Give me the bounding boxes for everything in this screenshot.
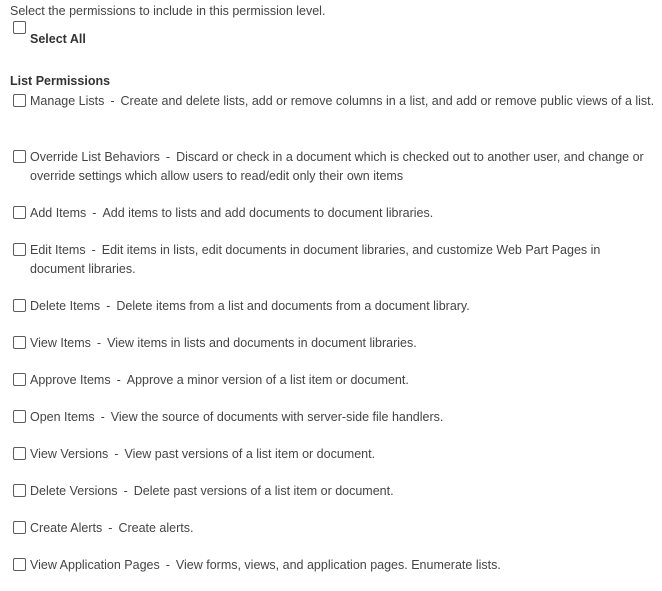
permission-description: View forms, views, and application pages. Enumerate lists. <box>175 558 501 572</box>
permission-separator: - <box>91 243 96 257</box>
permission-checkbox[interactable] <box>13 558 26 571</box>
permission-item[interactable] <box>13 445 655 464</box>
permission-checkbox[interactable] <box>13 373 26 386</box>
permission-checkbox[interactable] <box>13 94 26 107</box>
permission-checkbox[interactable] <box>13 521 26 534</box>
select-all-checkbox[interactable] <box>13 21 26 34</box>
permission-text <box>30 297 655 316</box>
permission-description: Create alerts. <box>118 521 194 535</box>
permission-text <box>30 371 655 390</box>
permission-name: Edit Items <box>30 243 86 257</box>
permission-name: Create Alerts <box>30 521 103 535</box>
permission-item[interactable] <box>13 556 655 575</box>
permission-description: Approve a minor version of a list item or document. <box>126 373 409 387</box>
permission-separator: - <box>114 447 119 461</box>
permission-name: View Items <box>30 336 91 350</box>
permission-checkbox[interactable] <box>13 484 26 497</box>
permission-text <box>30 241 655 279</box>
permission-text <box>30 334 655 353</box>
permission-text <box>30 556 655 575</box>
permission-item[interactable] <box>13 408 655 427</box>
permission-text <box>30 519 655 538</box>
permission-separator: - <box>116 373 121 387</box>
permission-item[interactable] <box>13 334 655 353</box>
permission-name: Override List Behaviors <box>30 150 160 164</box>
permission-item[interactable] <box>13 297 655 316</box>
permission-item[interactable] <box>13 519 655 538</box>
permission-name: View Application Pages <box>30 558 160 572</box>
permission-item[interactable] <box>13 204 655 223</box>
permission-checkbox[interactable] <box>13 447 26 460</box>
permission-checkbox[interactable] <box>13 206 26 219</box>
permission-separator: - <box>165 150 171 164</box>
permission-checkbox[interactable] <box>13 150 26 163</box>
permission-description: Discard or check in a document which is checked out to another user, and change or override settings which allow users to read/edit only their own items <box>30 150 644 183</box>
permission-name: Open Items <box>30 410 95 424</box>
permission-checkbox[interactable] <box>13 410 26 423</box>
permission-text <box>30 408 655 427</box>
permission-description: View items in lists and documents in document libraries. <box>107 336 417 350</box>
section-heading-list-permissions: List Permissions <box>10 74 111 88</box>
permission-separator: - <box>108 521 113 535</box>
permission-checkbox[interactable] <box>13 243 26 256</box>
permission-separator: - <box>106 299 111 313</box>
permission-item[interactable] <box>13 371 655 390</box>
permission-description: View the source of documents with server-side file handlers. <box>110 410 444 424</box>
permission-item[interactable] <box>13 148 655 186</box>
permission-text <box>30 482 655 501</box>
permission-text <box>30 445 655 464</box>
permission-text <box>30 148 655 186</box>
permission-separator: - <box>92 206 97 220</box>
permission-name: Approve Items <box>30 373 111 387</box>
permission-checkbox[interactable] <box>13 299 26 312</box>
permission-separator: - <box>123 484 128 498</box>
intro-text: Select the permissions to include in this permission level. <box>10 4 326 18</box>
permission-separator: - <box>110 94 115 108</box>
permission-item[interactable] <box>13 241 655 279</box>
permission-description: View past versions of a list item or document. <box>124 447 376 461</box>
select-all-label: Select All <box>30 32 86 46</box>
permission-checkbox[interactable] <box>13 336 26 349</box>
permission-separator: - <box>96 336 102 350</box>
permission-separator: - <box>165 558 170 572</box>
permission-item[interactable] <box>13 482 655 501</box>
permission-text <box>30 204 655 223</box>
permission-description: Create and delete lists, add or remove columns in a list, and add or remove public views of a list. <box>120 94 655 108</box>
permission-name: Manage Lists <box>30 94 105 108</box>
permission-description: Add items to lists and add documents to document libraries. <box>102 206 434 220</box>
permission-item[interactable] <box>13 92 655 111</box>
permission-description: Delete items from a list and documents from a document library. <box>116 299 470 313</box>
permission-text <box>30 92 655 111</box>
permission-separator: - <box>100 410 105 424</box>
permission-description: Edit items in lists, edit documents in document libraries, and customize Web Part Pages in document libraries. <box>30 243 601 276</box>
permission-name: Delete Items <box>30 299 101 313</box>
permission-description: Delete past versions of a list item or document. <box>133 484 394 498</box>
permission-name: Add Items <box>30 206 87 220</box>
permission-name: View Versions <box>30 447 109 461</box>
permission-name: Delete Versions <box>30 484 118 498</box>
